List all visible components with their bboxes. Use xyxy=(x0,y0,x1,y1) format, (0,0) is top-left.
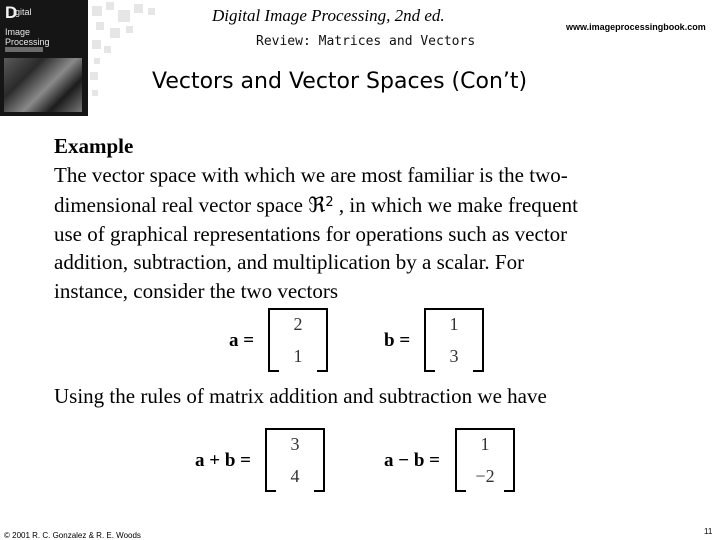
slide-title: Vectors and Vector Spaces (Con’t) xyxy=(152,69,528,94)
difference-value-2: −2 xyxy=(475,466,495,486)
sum-label: a + b = xyxy=(195,450,251,471)
difference-value-1: 1 xyxy=(480,434,490,454)
body-line-5: instance, consider the two vectors xyxy=(54,278,338,303)
difference-label: a − b = xyxy=(384,450,440,471)
cover-letter: D xyxy=(5,3,18,22)
vector-a-label: a = xyxy=(229,330,255,351)
body-line-4: addition, subtraction, and multiplication by a scalar. For xyxy=(54,250,525,275)
rules-text: Using the rules of matrix addition and subtraction we have xyxy=(54,384,547,408)
cover-line-image: Image xyxy=(5,27,31,37)
difference-matrix xyxy=(455,428,515,492)
sum-matrix xyxy=(265,428,325,492)
vector-a-matrix xyxy=(268,308,328,372)
body-line-1: The vector space with which we are most familiar is the two- xyxy=(54,162,568,187)
site-url: www.imageprocessingbook.com xyxy=(566,22,706,32)
vector-a-value-2: 1 xyxy=(293,346,303,366)
vector-b-matrix xyxy=(424,308,484,372)
body-line-2-end: , in which we make frequent xyxy=(333,193,578,218)
cover-line-processing: Processing xyxy=(5,37,50,47)
vector-a-value-1: 2 xyxy=(293,314,303,334)
body-line-2 xyxy=(54,189,694,220)
slide-body xyxy=(54,132,694,306)
sum-value-1: 3 xyxy=(290,434,300,454)
book-cover-image xyxy=(0,0,88,116)
page-number: 11 xyxy=(704,527,713,536)
section-label: Review: Matrices and Vectors xyxy=(256,34,476,49)
real-space-symbol: ℜ xyxy=(308,193,326,218)
vector-b-value-1: 1 xyxy=(449,314,459,334)
body-line-3: use of graphical representations for operations such as vector xyxy=(54,221,568,246)
cover-photo xyxy=(4,58,82,112)
copyright-footer: © 2001 R. C. Gonzalez & R. E. Woods xyxy=(4,531,141,540)
sum-value-2: 4 xyxy=(290,466,300,486)
book-title: Digital Image Processing, 2nd ed. xyxy=(212,6,445,25)
cover-line-digital: igital xyxy=(13,7,32,17)
vector-b-label: b = xyxy=(384,330,411,351)
vector-b-value-2: 3 xyxy=(449,346,459,366)
real-space-exponent: 2 xyxy=(325,195,334,211)
body-line-2-start: dimensional real vector space xyxy=(54,193,309,218)
example-heading: Example xyxy=(54,134,134,158)
cover-edition-bar xyxy=(5,47,43,52)
